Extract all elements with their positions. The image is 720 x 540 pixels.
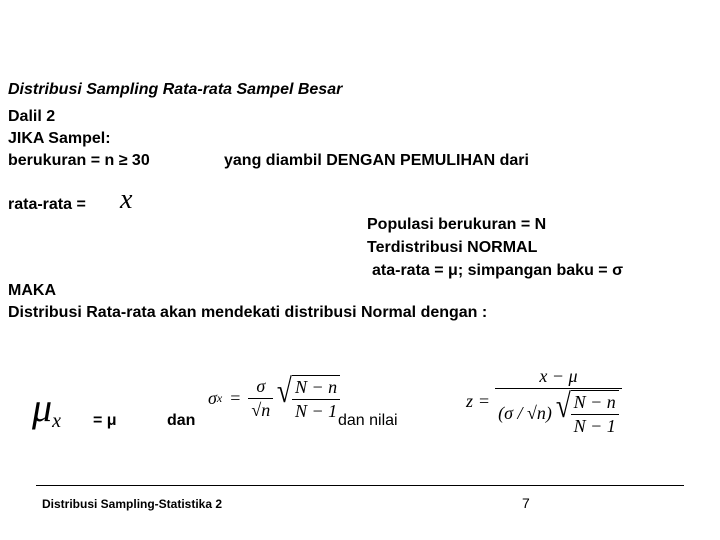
z-correction-denominator: N − 1 (571, 414, 619, 437)
z-fraction (495, 366, 622, 437)
conclusion-text: Distribusi Rata-rata akan mendekati distribusi Normal dengan : (8, 304, 488, 321)
equals-sign: = (230, 388, 241, 408)
finite-population-correction (275, 375, 340, 422)
mean-equals-mu: = μ (93, 412, 117, 429)
dalil-label: Dalil 2 (8, 108, 56, 125)
z-denominator (495, 388, 622, 437)
jika-label: JIKA Sampel: (8, 130, 111, 147)
sigma-subscript: x (216, 391, 223, 405)
sampling-method-text: yang diambil DENGAN PEMULIHAN dari (224, 152, 529, 169)
dan-label: dan (167, 412, 196, 429)
sigma-numerator: σ (256, 376, 266, 396)
z-formula (466, 366, 622, 437)
radical-sign: √ (277, 373, 293, 410)
z-symbol: z (466, 391, 474, 411)
z-correction-fraction (571, 392, 619, 437)
maka-label: MAKA (8, 282, 56, 299)
correction-denominator: N − 1 (292, 399, 340, 422)
footer-course-title: Distribusi Sampling-Statistika 2 (42, 497, 223, 511)
population-size-text: Populasi berukuran = N (367, 216, 547, 233)
population-distribution-text: Terdistribusi NORMAL (367, 239, 538, 256)
sigma-over-root-n: (σ / √n) (498, 403, 552, 423)
footer-divider (36, 485, 684, 486)
n-symbol: n (261, 400, 271, 420)
mu-symbol: μ (32, 385, 53, 430)
slide-title: Distribusi Sampling Rata-rata Sampel Besar (8, 81, 343, 98)
sigma-symbol: σ (208, 388, 217, 408)
z-correction-numerator: N − n (573, 392, 616, 412)
z-numerator (536, 366, 580, 388)
z-radical-sign: √ (555, 388, 571, 425)
sample-size-condition: berukuran = n ≥ 30 (8, 152, 150, 169)
correction-fraction (292, 377, 340, 422)
mean-formula (32, 384, 61, 433)
x-minus-mu: x − μ (539, 366, 578, 386)
rata-rata-label: rata-rata = (8, 196, 86, 213)
mu-subscript: x (52, 410, 61, 432)
sigma-over-sqrt-n (248, 376, 273, 421)
population-parameters-text: ata-rata = μ; simpangan baku = σ (372, 262, 624, 279)
correction-numerator: N − n (294, 377, 338, 397)
sqrt-n-denominator: √n (248, 398, 273, 421)
std-error-formula (208, 375, 340, 422)
z-equals-sign: = (479, 391, 490, 411)
x-variable-symbol: x (120, 184, 133, 215)
dan-nilai-label: dan nilai (338, 412, 398, 429)
page-number: 7 (522, 495, 530, 511)
z-correction (554, 390, 619, 437)
